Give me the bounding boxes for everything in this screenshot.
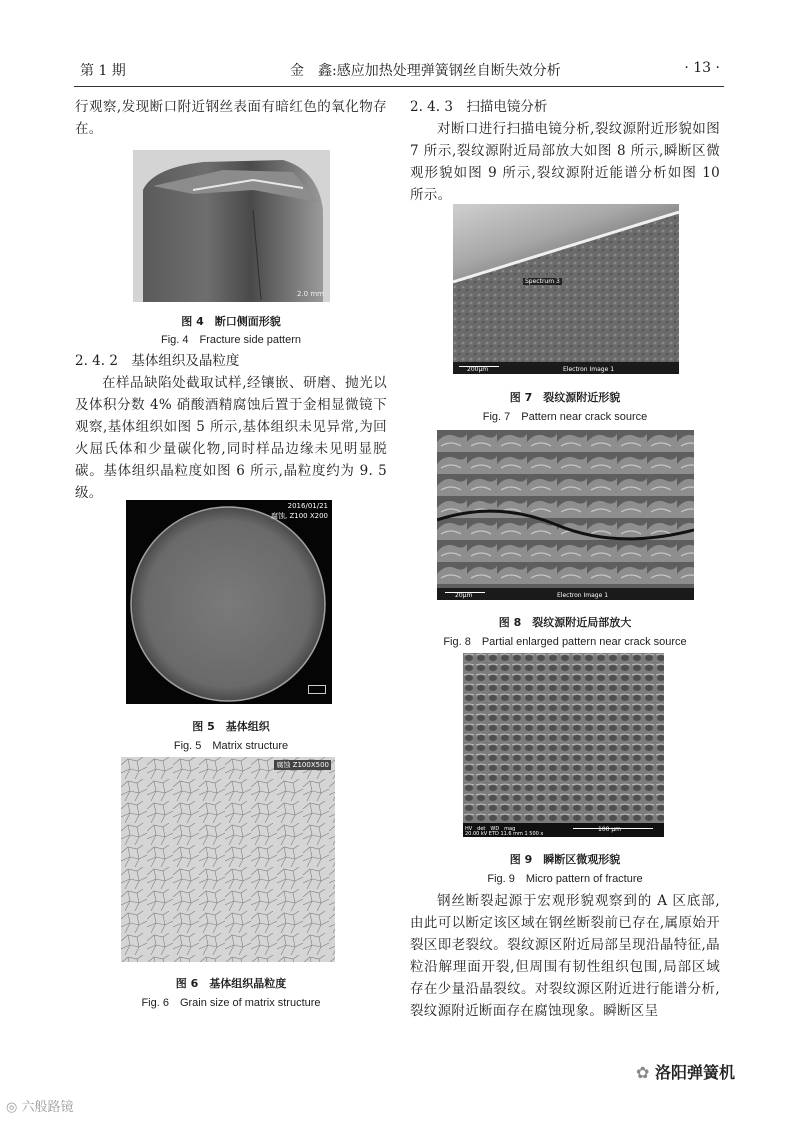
paper-title: 金 鑫:感应加热处理弹簧钢丝自断失效分析	[290, 63, 561, 79]
fig6-caption-cn: 图 6 基体组织晶粒度	[175, 977, 287, 990]
fig7-image-label: Electron Image 1	[563, 366, 615, 373]
fig5-magnification-stamp: 腐蚀, Z100 X200	[271, 512, 328, 520]
source-watermark: ◎ 六般路镜	[6, 1100, 74, 1115]
crack-enlarged-sem	[437, 430, 694, 600]
sem-paragraph: 对断口进行扫描电镜分析,裂纹源附近形貌如图 7 所示,裂纹源附近局部放大如图 8 所示,瞬断区微观形貌如图 9 所示,裂纹源附近能谱分析如图 10 所示。	[410, 121, 720, 203]
fracture-side-photo	[133, 150, 330, 302]
fig5-caption-en: Fig. 5 Matrix structure	[173, 740, 289, 752]
header-rule	[74, 86, 724, 87]
fig9-caption-en: Fig. 9 Micro pattern of fracture	[487, 873, 643, 885]
intro-paragraph: 行观察,发现断口附近钢丝表面有暗红色的氧化物存在。	[75, 99, 387, 137]
fig5-caption-cn: 图 5 基体组织	[192, 720, 270, 733]
analysis-paragraph: 钢丝断裂起源于宏观形貌观察到的 A 区底部,由此可以断定该区域在钢丝断裂前已存在,属原始开裂区即老裂纹。裂纹源区附近局部呈现沿晶特征,晶粒沿解理面开裂,但周围有韧性组织包围,局部区域存在少量沿晶裂纹。对裂纹源区附近进行能谱分析,裂纹源附近断面存在腐蚀现象。瞬断区呈	[410, 893, 720, 1019]
fig4-scale-label: 2.0 mm	[297, 290, 324, 298]
crack-source-sem	[453, 204, 679, 374]
figure-6-image	[121, 757, 335, 962]
fig8-caption-cn: 图 8 裂纹源附近局部放大	[498, 616, 632, 629]
grain-micrograph	[121, 757, 335, 962]
fig8-scale-label: 20μm	[455, 592, 473, 599]
camera-icon: ◎	[6, 1100, 18, 1115]
figure-7-image	[453, 204, 679, 374]
fig6-magnification-stamp: 腐蚀 Z100X500	[276, 761, 329, 769]
fig5-date-stamp: 2016/01/21	[287, 502, 328, 510]
section-2-4-2-heading: 2. 4. 2 基体组织及晶粒度	[75, 353, 240, 369]
page-number: · 13 ·	[684, 60, 720, 76]
figure-9-image	[463, 653, 664, 837]
figure-8-image	[437, 430, 694, 600]
section-2-4-3-heading: 2. 4. 3 扫描电镜分析	[410, 99, 548, 115]
fig8-caption-en: Fig. 8 Partial enlarged pattern near crack source	[443, 636, 687, 648]
fig9-caption-cn: 图 9 瞬断区微观形貌	[509, 853, 621, 866]
fracture-micro-sem	[463, 653, 664, 837]
brand-watermark: ✿ 洛阳弹簧机	[636, 1063, 735, 1082]
running-header	[80, 60, 720, 82]
fig7-spectrum-label: Spectrum 3	[525, 278, 560, 285]
fig9-info-bar: HV det WD mag	[465, 826, 516, 832]
matrix-micrograph	[126, 500, 332, 704]
fig7-caption-en: Fig. 7 Pattern near crack source	[482, 411, 648, 423]
fig7-caption-cn: 图 7 裂纹源附近形貌	[509, 391, 621, 404]
wechat-icon: ✿	[636, 1063, 650, 1082]
fig5-scale-bar	[308, 685, 326, 694]
matrix-paragraph: 在样品缺陷处截取试样,经镶嵌、研磨、抛光以及体积分数 4% 硝酸酒精腐蚀后置于金相显微镜下观察,基体组织如图 5 所示,基体组织未见异常,为回火屈氏体和少量碳化物,同时样品边缘未见明显脱碳。基体组织晶粒度如图 6 所示,晶粒度约为 9. 5 级。	[75, 375, 387, 501]
fig4-caption-en: Fig. 4 Fracture side pattern	[160, 334, 301, 346]
figure-4-image	[133, 150, 330, 302]
fig8-image-label: Electron Image 1	[557, 592, 609, 599]
fig9-info-values: 20.00 kV ETD 11.6 mm 1 500 x	[465, 831, 544, 837]
fig9-scale-label: 100 μm	[598, 826, 622, 833]
fig7-scale-label: 200μm	[467, 366, 489, 373]
issue-number: 第 1 期	[80, 63, 126, 79]
fig4-caption-cn: 图 4 断口侧面形貌	[181, 315, 281, 328]
figure-5-image	[126, 500, 332, 704]
fig6-caption-en: Fig. 6 Grain size of matrix structure	[141, 997, 321, 1009]
